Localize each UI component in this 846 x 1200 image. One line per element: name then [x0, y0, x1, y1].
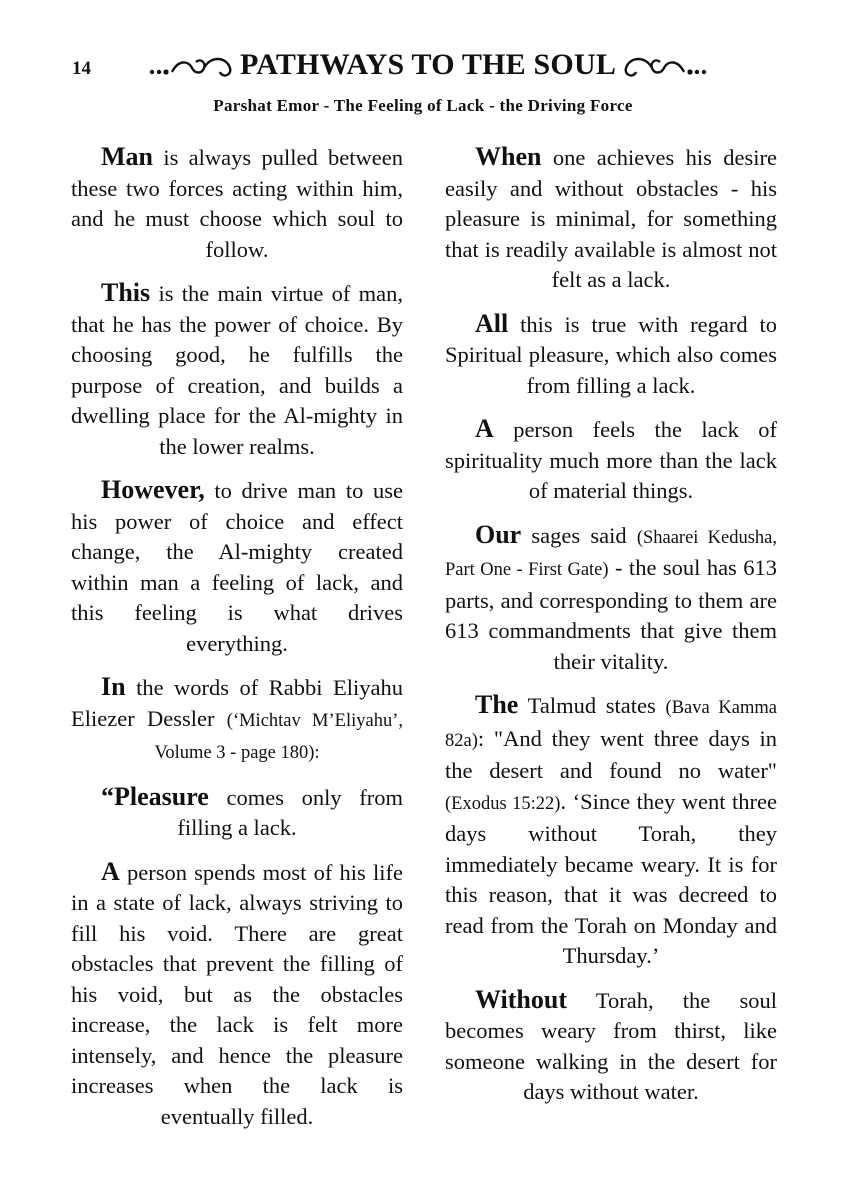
paragraph	[71, 278, 403, 462]
paragraph-text: person spends most of his life in a state of lack, always striving to fill his void. There are great obstacles that prevent the filling of his void, but as the obstacles increase, the lack is felt more intensely, and hence the pleasure increases when the lack is eventually filled.	[71, 859, 403, 1129]
paragraph	[71, 475, 403, 659]
paragraph	[445, 309, 777, 402]
paragraph-lead-word: A	[101, 856, 120, 886]
citation-reference: (Exodus 15:22)	[445, 793, 561, 814]
paragraph-lead-word: “Pleasure	[101, 781, 209, 811]
paragraph-text: is the main virtue of man, that he has the power of choice. By choosing good, he fulfills the purpose of creation, and builds a dwelling place for the Al-mighty in the lower realms.	[71, 281, 403, 459]
paragraph-lead-word: All	[475, 308, 509, 338]
citation-reference: (‘Michtav M’Eliyahu’, Volume 3 - page 180):	[154, 710, 403, 763]
paragraph	[445, 142, 777, 296]
paragraph-text: is always pulled between these two forces acting within him, and he must choose which soul to follow.	[71, 145, 403, 262]
decorative-flourish-icon	[144, 48, 234, 82]
left-column	[71, 142, 403, 1145]
paragraph-text: . ‘Since they went three days without Torah, they immediately became weary. It is for this reason, that it was decreed to read from the Torah on Monday and Thursday.’	[445, 788, 778, 968]
paragraph-lead-word: A	[475, 414, 494, 443]
paragraph-lead-word: This	[101, 278, 151, 307]
paragraph	[71, 857, 403, 1133]
paragraph	[71, 782, 403, 844]
paragraph	[445, 414, 777, 507]
paragraph-text: person feels the lack of spirituality much more than the lack of material things.	[445, 417, 777, 503]
paragraph-text: - the soul has 613 parts, and corresponding to them are 613 commandments that give them their vitality.	[445, 555, 777, 674]
paragraph-text: this is true with regard to Spiritual pleasure, which also comes from filling a lack.	[445, 311, 777, 398]
paragraph-text: one achieves his desire easily and without obstacles - his pleasure is minimal, for something that is readily available is almost not felt as a lack.	[445, 145, 777, 292]
book-title: PATHWAYS TO THE SOUL	[239, 48, 617, 81]
paragraph	[71, 672, 403, 769]
paragraph	[445, 520, 777, 678]
paragraph-lead-word: In	[101, 672, 126, 701]
paragraph-text: comes only from filling a lack.	[177, 784, 403, 840]
running-header	[128, 48, 728, 82]
chapter-subtitle: Parshat Emor - The Feeling of Lack - the Driving Force	[213, 96, 633, 115]
paragraph-lead-word: Without	[475, 984, 567, 1014]
paragraph-text: Talmud states	[518, 693, 666, 718]
paragraph-lead-word: Man	[101, 142, 153, 171]
paragraph-lead-word: When	[475, 142, 542, 171]
decorative-flourish-icon	[622, 48, 712, 82]
paragraph	[71, 142, 403, 265]
paragraph-lead-word: Our	[475, 519, 522, 549]
paragraph-text: Torah, the soul becomes weary from thirst, like someone walking in the desert for days without water.	[445, 987, 777, 1104]
paragraph	[445, 985, 777, 1108]
paragraph-text: to drive man to use his power of choice and effect change, the Al-mighty created within man a feeling of lack, and this feeling is what drives everything.	[71, 478, 403, 656]
paragraph-lead-word: The	[475, 690, 519, 719]
citation-reference: (Bava Kamma 82a)	[445, 698, 777, 751]
citation-reference: (Shaarei Kedusha, Part One - First Gate)	[445, 527, 777, 580]
paragraph-text: sages said	[521, 522, 637, 548]
paragraph-text: : "And they went three days in the desert and found no water"	[445, 725, 777, 783]
paragraph-lead-word: However,	[101, 475, 205, 504]
paragraph	[445, 690, 777, 972]
paragraph-text: the words of Rabbi Eliyahu Eliezer Dessler	[71, 675, 403, 731]
right-column	[445, 142, 777, 1121]
page-number: 14	[72, 58, 91, 79]
